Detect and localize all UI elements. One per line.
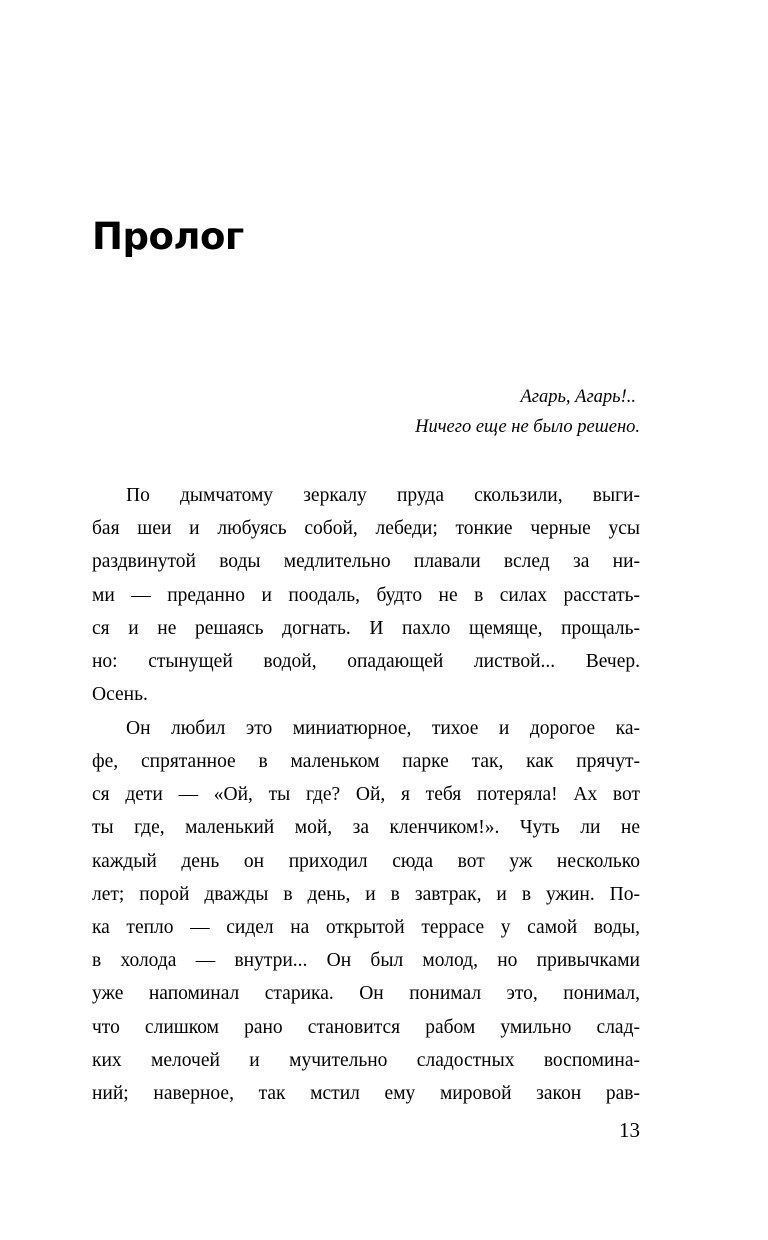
page-content [92,0,640,1240]
paragraph [92,479,640,712]
text-line: ких мелочей и мучительно сладостных воспомина- [92,1049,640,1071]
text-line: раздвинутой воды медлительно плавали вслед за ни- [92,551,640,573]
text-line: в холода — внутри... Он был молод, но привычками [92,950,640,972]
epigraph-line: Агарь, Агарь!.. [520,387,636,407]
epigraph-line: Ничего еще не было решено. [415,416,640,437]
epigraph [92,383,640,443]
text-line: что слишком рано становится рабом умильно слад- [92,1016,640,1038]
text-line: лет; порой дважды в день, и в завтрак, и в ужин. По- [92,883,640,905]
page-number: 13 [619,1118,640,1142]
text-line: но: стынущей водой, опадающей листвой... Вечер. [92,651,640,673]
text-line: ка тепло — сидел на открытой террасе у самой воды, [92,916,640,938]
page-title: Пролог [92,215,244,258]
text-line: ми — преданно и поодаль, будто не в силах расстать- [92,584,640,606]
text-line: уже напоминал старика. Он понимал это, понимал, [92,983,640,1005]
text-line: По дымчатому зеркалу пруда скользили, выги- [126,484,640,506]
text-line: Осень. [92,684,148,706]
text-line: ты где, маленький мой, за кленчиком!». Чуть ли не [92,817,640,839]
text-line: ся и не решаясь догнать. И пахло щемяще, прощаль- [92,617,640,639]
body-text [92,479,640,1110]
paragraph [92,712,640,1111]
text-line: ся дети — «Ой, ты где? Ой, я тебя потеряла! Ах вот [92,784,640,806]
text-line: бая шеи и любуясь собой, лебеди; тонкие черные усы [92,518,640,540]
text-line: Он любил это миниатюрное, тихое и дорогое ка- [126,717,640,739]
text-line: фе, спрятанное в маленьком парке так, как прячут- [92,750,640,772]
text-line: каждый день он приходил сюда вот уж несколько [92,850,640,872]
text-line: ний; наверное, так мстил ему мировой закон рав- [92,1083,640,1105]
